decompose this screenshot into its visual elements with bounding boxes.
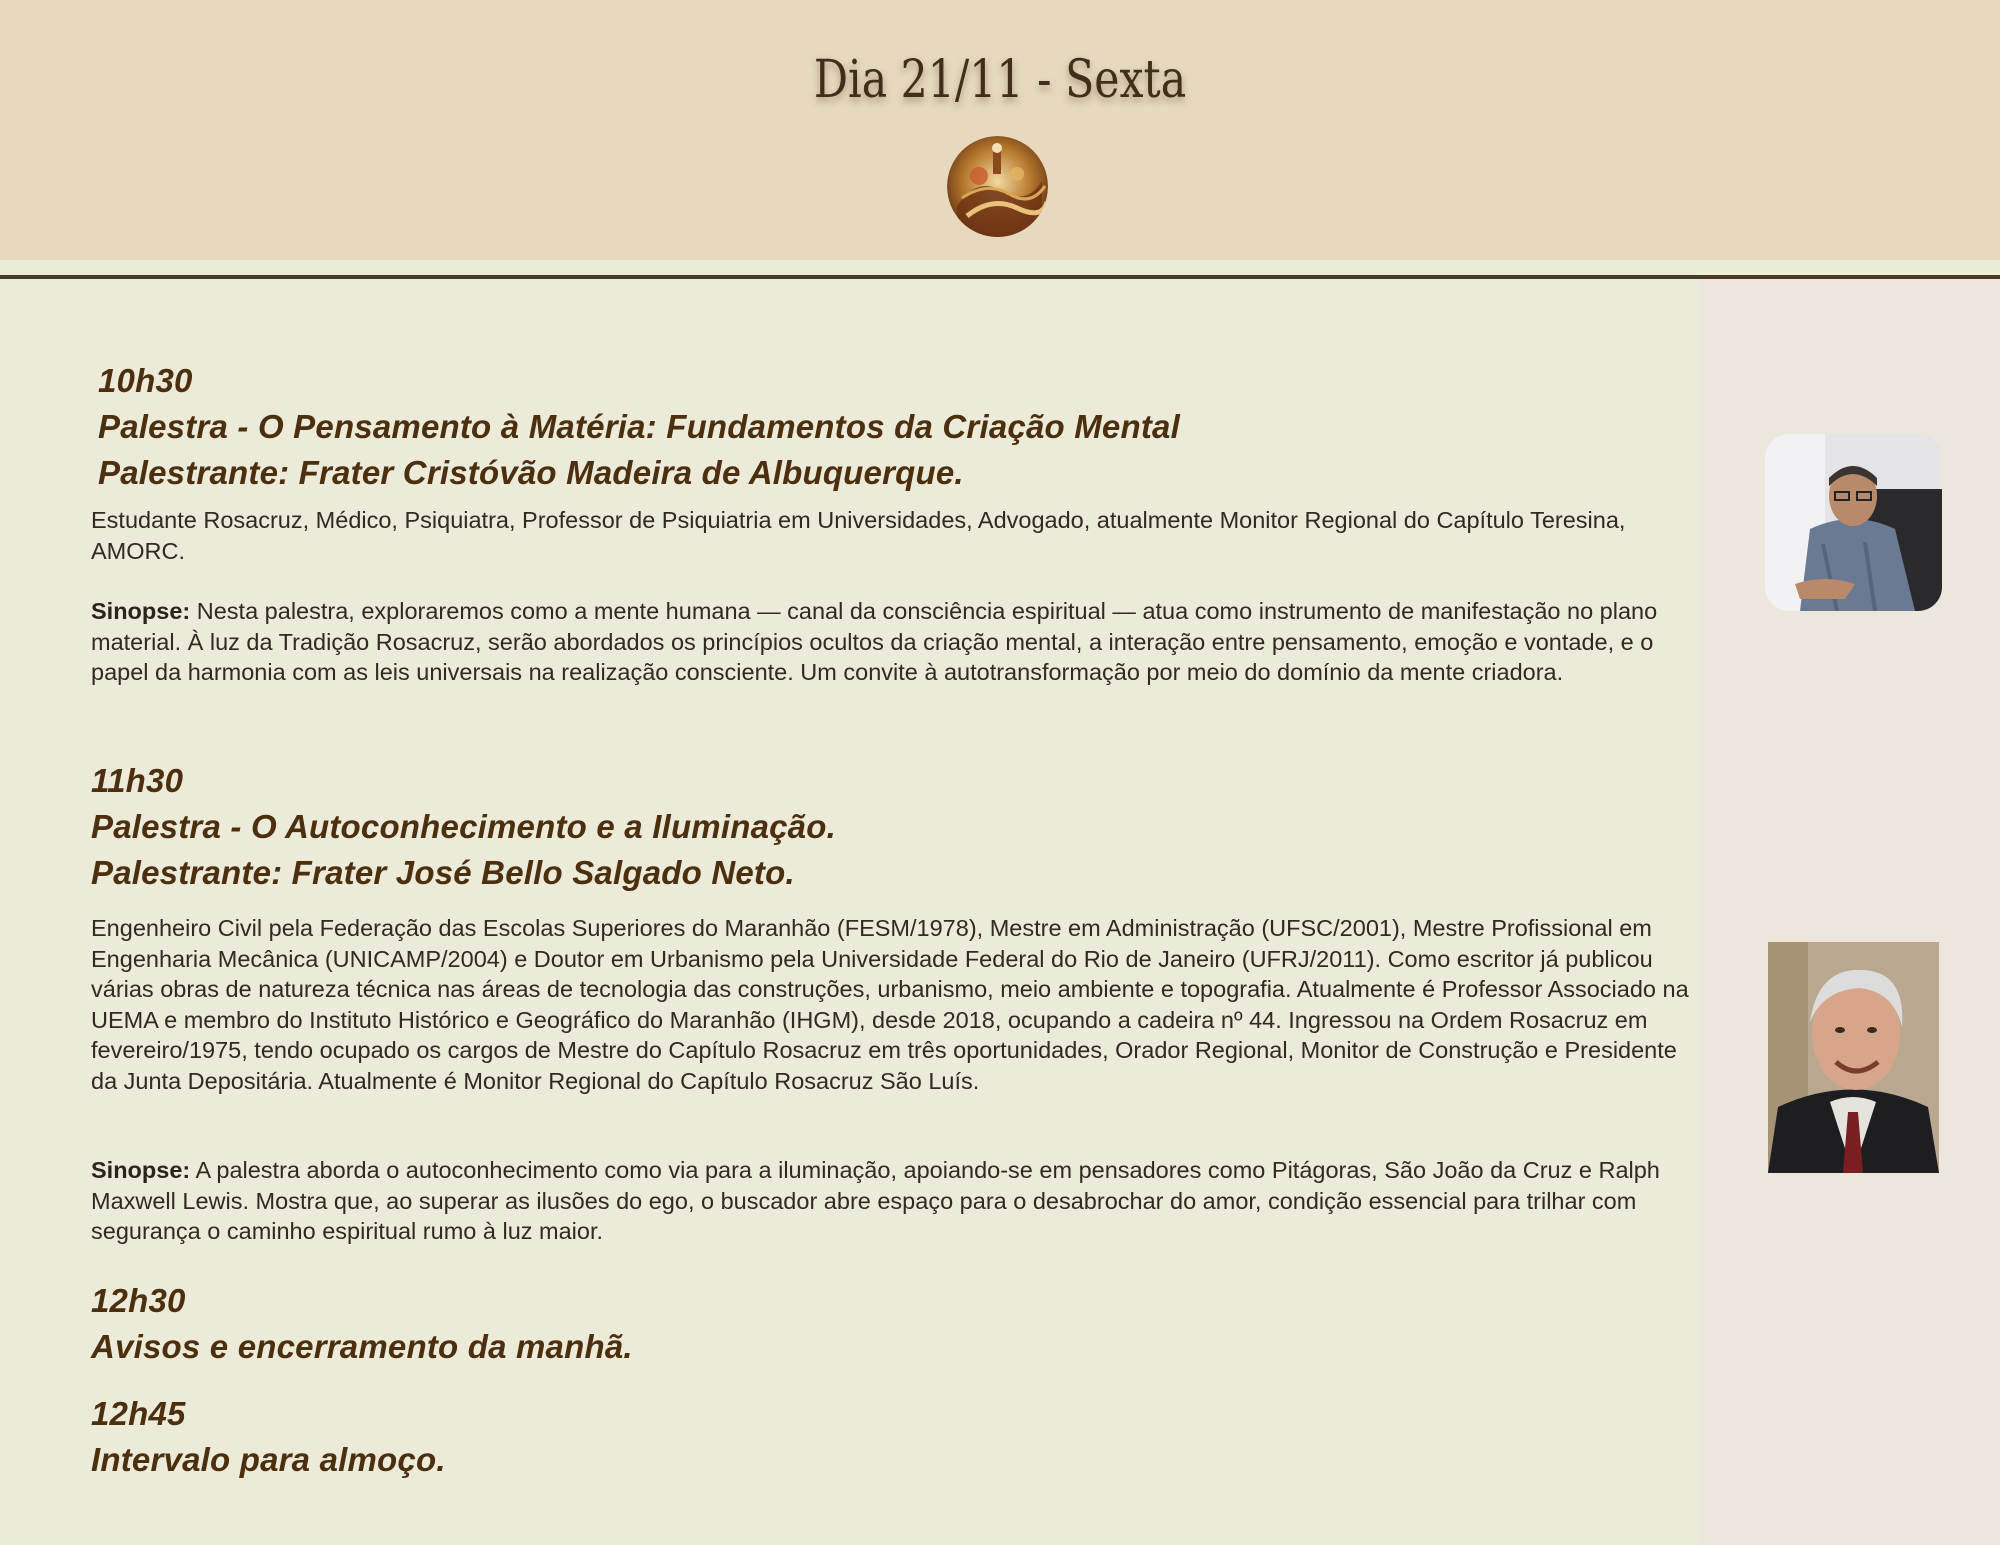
synopsis-2 [91, 1155, 1691, 1247]
event-logo [947, 136, 1048, 237]
synopsis-label: Sinopse: [91, 1157, 191, 1183]
synopsis-1 [91, 596, 1691, 688]
schedule-item-4 [91, 1391, 1651, 1483]
speaker-bio-2 [91, 913, 1691, 1096]
synopsis-label: Sinopse: [91, 598, 191, 624]
synopsis-text: Nesta palestra, exploraremos como a mente humana — canal da consciência espiritual — atua como instrumento de manifestação no plano material. À luz da Tradição Rosacruz, serão abordados os princípios ocultos da criação mental, a interação entre pensamento, emoção e vontade, e o papel da harmonia com as leis universais na realização consciente. Um convite à autotransformação por meio do domínio da mente criadora. [91, 598, 1658, 685]
bio-text: Estudante Rosacruz, Médico, Psiquiatra, Professor de Psiquiatria em Universidades, Advogado, atualmente Monitor Regional do Capítulo Teresina, AMORC. [91, 507, 1626, 564]
schedule-speaker: Palestrante: Frater Cristóvão Madeira de Albuquerque. [98, 454, 964, 491]
schedule-item-1 [98, 358, 1658, 496]
page-header [0, 0, 2000, 260]
schedule-title: Palestra - O Pensamento à Matéria: Fundamentos da Criação Mental [98, 408, 1180, 445]
synopsis-text: A palestra aborda o autoconhecimento como via para a iluminação, apoiando-se em pensadores como Pitágoras, São João da Cruz e Ralph Maxwell Lewis. Mostra que, ao superar as ilusões do ego, o buscador abre espaço para o desabrochar do amor, condição essencial para trilhar com segurança o caminho espiritual rumo à luz maior. [91, 1157, 1660, 1244]
page-title: Dia 21/11 - Sexta [813, 50, 1187, 110]
schedule-time: 10h30 [98, 362, 193, 399]
schedule-title: Avisos e encerramento da manhã. [91, 1328, 633, 1365]
schedule-time: 11h30 [91, 762, 184, 799]
schedule-title: Intervalo para almoço. [91, 1441, 446, 1478]
speaker-photo-cristovao [1765, 434, 1942, 611]
schedule-title: Palestra - O Autoconhecimento e a Iluminação. [91, 808, 836, 845]
schedule-time: 12h30 [91, 1282, 186, 1319]
speaker-photo-jose [1768, 942, 1939, 1173]
schedule-item-3 [91, 1278, 1651, 1370]
bio-text: Engenheiro Civil pela Federação das Escolas Superiores do Maranhão (FESM/1978), Mestre em Administração (UFSC/2001), Mestre Profissional em Engenharia Mecânica (UNICAMP/2004) e Doutor em Urbanismo pela Universidade Federal do Rio de Janeiro (UFRJ/2011). Como escritor já publicou várias obras de natureza técnica nas áreas de tecnologia das construções, urbanismo, meio ambiente e topografia. Atualmente é Professor Associado na UEMA e membro do Instituto Histórico e Geográfico do Maranhão (IHGM), desde 2018, ocupando a cadeira nº 44. Ingressou na Ordem Rosacruz em fevereiro/1975, tendo ocupado os cargos de Mestre do Capítulo Rosacruz em três oportunidades, Orador Regional, Monitor de Construção e Presidente da Junta Depositária. Atualmente é Monitor Regional do Capítulo Rosacruz São Luís. [91, 915, 1689, 1094]
schedule-time: 12h45 [91, 1395, 186, 1432]
schedule-item-2 [91, 758, 1651, 896]
speaker-bio-1 [91, 505, 1691, 566]
schedule-speaker: Palestrante: Frater José Bello Salgado Neto. [91, 854, 795, 891]
